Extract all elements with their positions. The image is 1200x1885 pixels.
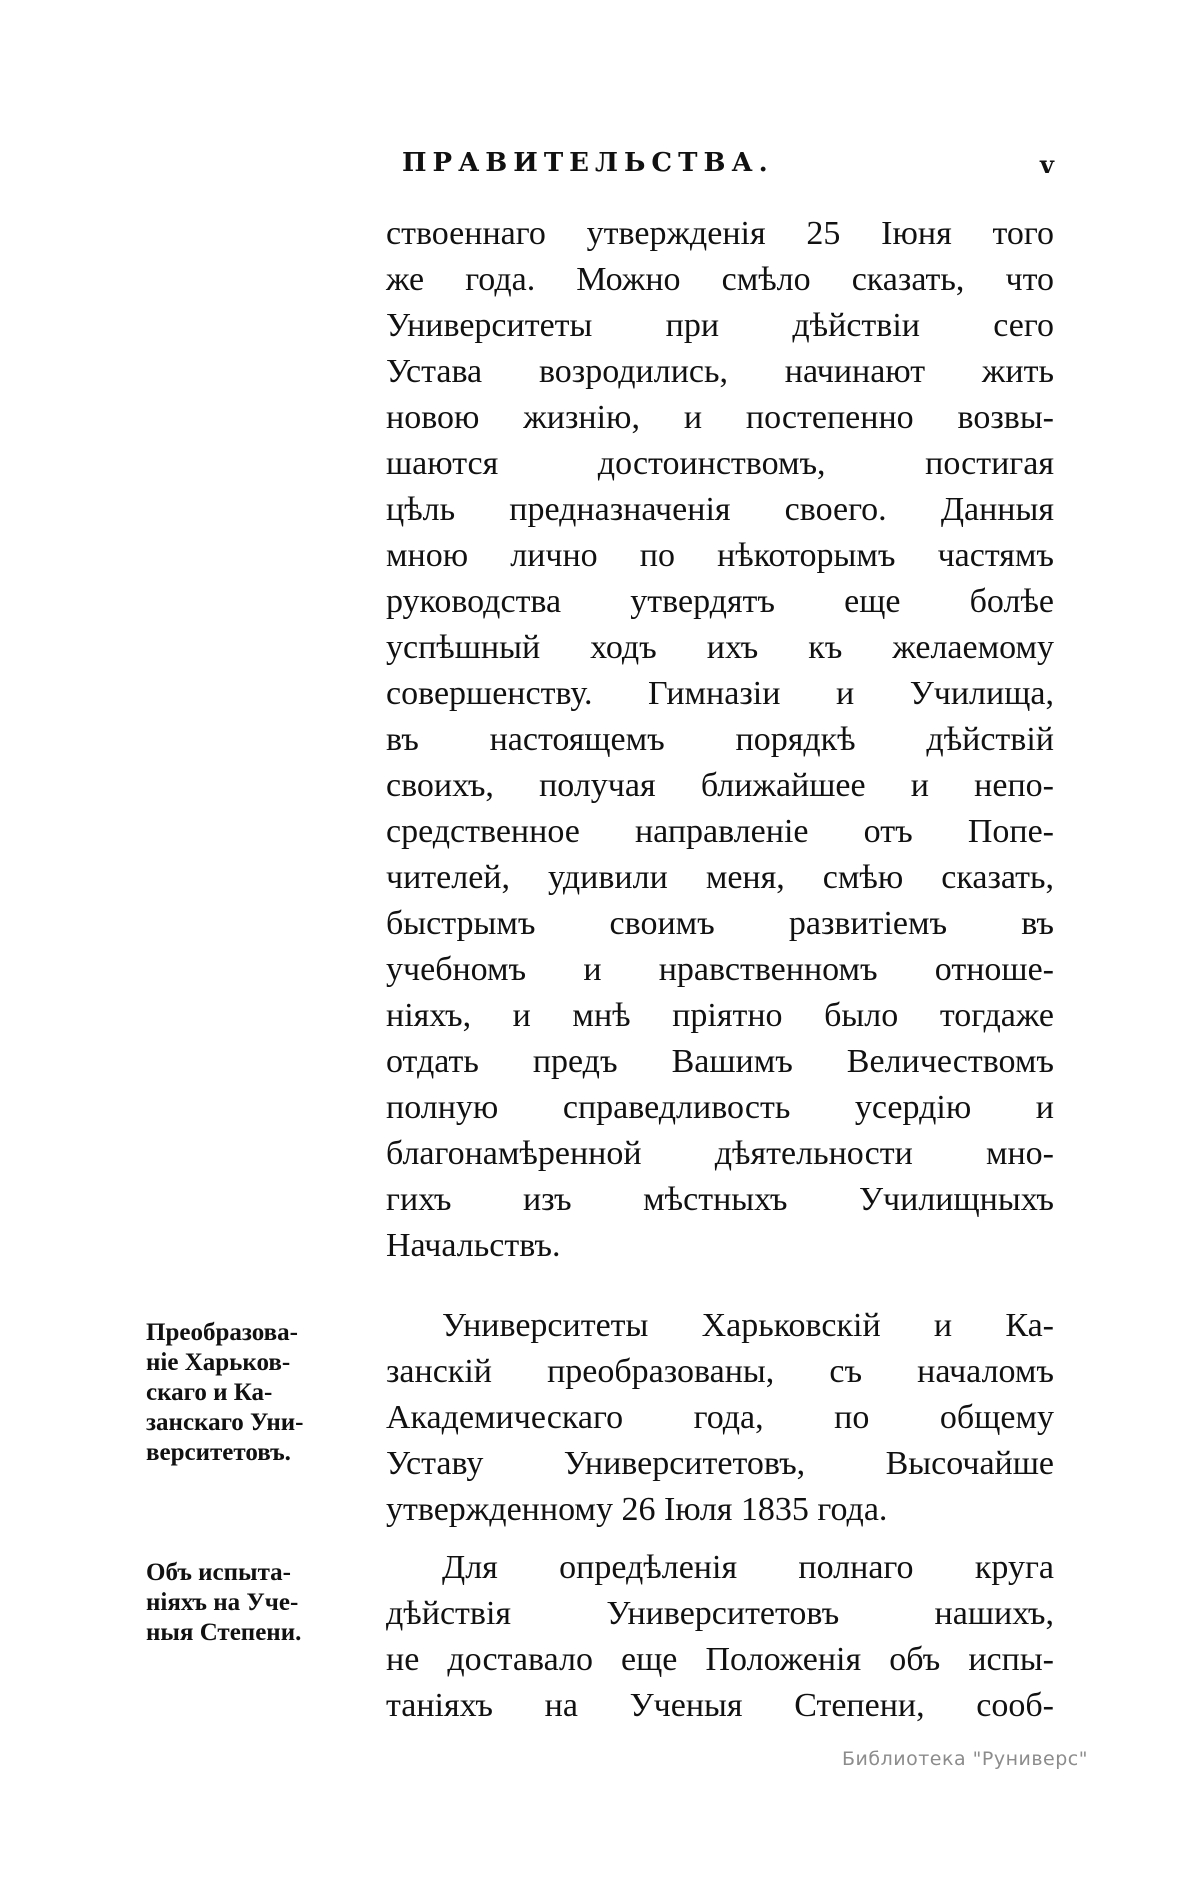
text-line: ствоеннаго утвержденія 25 Іюня того	[386, 215, 1054, 252]
text-line: успѣшный ходъ ихъ къ желаемому	[386, 629, 1054, 666]
text-line: отдать предъ Вашимъ Величествомъ	[386, 1043, 1054, 1080]
text-line: Уставу Университетовъ, Высочайше	[386, 1445, 1054, 1482]
text-line: утвержденному 26 Іюля 1835 года.	[386, 1491, 888, 1528]
text-line: занскій преобразованы, съ началомъ	[386, 1353, 1054, 1390]
margin-note-line: Объ испыта-	[146, 1559, 291, 1586]
text-line: новою жизнію, и постепенно возвы-	[386, 399, 1054, 436]
text-line: Устава возродились, начинают жить	[386, 353, 1054, 390]
text-line: Начальствъ.	[386, 1227, 561, 1264]
text-line: Для опредѣленія полнаго круга	[442, 1549, 1054, 1586]
text-line: полную справедливость усердію и	[386, 1089, 1054, 1126]
margin-note-line: ніе Харьков-	[146, 1349, 291, 1376]
text-line: въ настоящемъ порядкѣ дѣйствій	[386, 721, 1054, 758]
text-line: цѣль предназначенія своего. Данныя	[386, 491, 1054, 528]
running-head: ПРАВИТЕЛЬСТВА.	[402, 148, 774, 178]
text-line: шаются достоинствомъ, постигая	[386, 445, 1054, 482]
margin-note-line: скаго и Ка-	[146, 1379, 273, 1406]
text-line: совершенству. Гимназіи и Училища,	[386, 675, 1054, 712]
page-number: v	[1040, 150, 1054, 179]
text-line: чителей, удивили меня, смѣю сказать,	[386, 859, 1054, 896]
margin-note-line: ныя Степени.	[146, 1619, 302, 1646]
text-line: своихъ, получая ближайшее и непо-	[386, 767, 1054, 804]
text-line: Академическаго года, по общему	[386, 1399, 1054, 1436]
text-line: ніяхъ, и мнѣ пріятно было тогдаже	[386, 997, 1054, 1034]
margin-note-line: верситетовъ.	[146, 1439, 291, 1466]
text-line: благонамѣренной дѣятельности мно-	[386, 1135, 1054, 1172]
margin-note-line: занскаго Уни-	[146, 1409, 304, 1436]
text-line: дѣйствія Университетовъ нашихъ,	[386, 1595, 1054, 1632]
margin-note-line: ніяхъ на Уче-	[146, 1589, 299, 1616]
margin-note-line: Преобразова-	[146, 1319, 298, 1346]
text-line: же года. Можно смѣло сказать, что	[386, 261, 1054, 298]
text-line: средственное направленіе отъ Попе-	[386, 813, 1054, 850]
text-line: не доставало еще Положенія объ испы-	[386, 1641, 1054, 1678]
text-line: быстрымъ своимъ развитіемъ въ	[386, 905, 1054, 942]
text-line: таніяхъ на Ученыя Степени, сооб-	[386, 1687, 1054, 1724]
library-watermark: Библиотека "Руниверс"	[842, 1748, 1088, 1770]
text-line: Университеты Харьковскій и Ка-	[442, 1307, 1054, 1344]
text-line: Университеты при дѣйствіи сего	[386, 307, 1054, 344]
text-line: мною лично по нѣкоторымъ частямъ	[386, 537, 1054, 574]
text-line: учебномъ и нравственномъ отноше-	[386, 951, 1054, 988]
text-line: гихъ изъ мѣстныхъ Училищныхъ	[386, 1181, 1054, 1218]
text-line: руководства утвердятъ еще болѣе	[386, 583, 1054, 620]
